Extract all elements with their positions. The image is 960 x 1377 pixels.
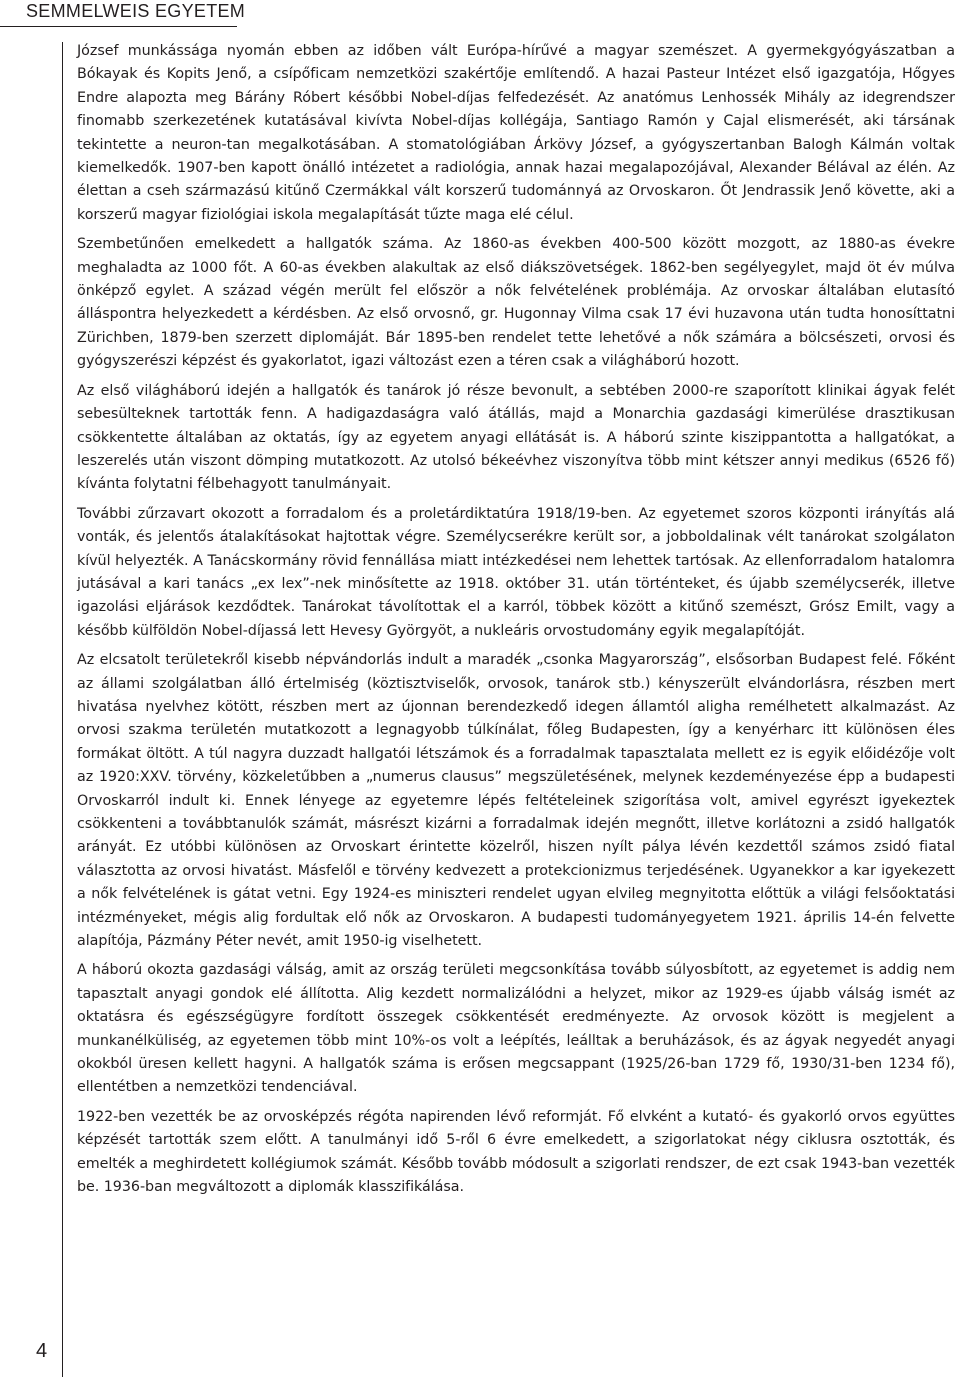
paragraph: József munkássága nyomán ebben az időben vált Európa-hírűvé a magyar szemészet. A gyermekgyógyászatban a Bókayak és Kopits Jenő, a csípőficam nemzetközi szakértője említendő. A hazai Pasteur Intézet első igazgatója, Hőgyes Endre alapozta meg Bárány Róbert későbbi Nobel-díjas felfedezését. Az anatómus Lenhossék Mihály az idegrendszer finomabb szerkezetének kutatásával kivívta Nobel-díjas kollégája, Santiago Ramón y Cajal elismerését, aki társának tekintette a neuron-tan megalkotásában. A stomatológiában Árkövy József, a gyógyszertanban Balogh Kálmán voltak kiemelkedők. 1907-ben kapott önálló intézetet a radiológia, annak hazai megalapozójával, Alexander Bélával az élén. Az élettan a cseh származású kitűnő Czermákkal vált korszerű tudománnyá az Orvoskaron. Őt Jendrassik Jenő követte, aki a korszerű magyar fiziológiai iskola megalapítását tűzte maga elé célul. (77, 43, 955, 223)
paragraph: Az első világháború idején a hallgatók és tanárok jó része bevonult, a sebtében 2000-re szaporított klinikai ágyak felét sebesülteknek tartották fenn. A hadigazdaságra való átállás, majd a Monarchia gazdasági kimerülése drasztikusan csökkentette általában az oktatás, így az egyetem anyagi ellátását is. A háború szinte kiszippantotta a hallgatókat, a leszerelés után viszont dömping mutatkozott. Az utolsó békeévhez viszonyítva több mint kétszer annyi medikus (6526 fő) kívánta folytatni félbehagyott tanulmányait. (77, 382, 955, 493)
paragraph: Szembetűnően emelkedett a hallgatók száma. Az 1860-as években 400-500 között mozgott, az 1880-as évekre meghaladta az 1000 főt. A 60-as években alakultak az első diákszövetségek. 1862-ben segélyegylet, majd öt év múlva önképző egylet. A század végén merült fel először a nők felvételének problémája. Az orvoskar általában elutasító álláspontra helyezkedett a kérdésben. Az első orvosnő, gr. Hugonnay Vilma csak 17 évi huzavona után tudta honosíttatni Zürichben, 1879-ben szerzett diplomáját. Bár 1895-ben rendelet tette lehetővé a nők számára a bölcsészeti, orvosi és gyógyszerészi képzést és gyakorlatot, igazi változást ezen a téren csak a világháború hozott. (77, 236, 955, 370)
margin-rule (62, 42, 63, 1377)
paragraph: További zűrzavart okozott a forradalom és a proletárdiktatúra 1918/19-ben. Az egyetemet szoros központi irányítás alá vonták, és jelentős átalakításokat hajtottak végre. Személycserékre került sor, a jobboldalinak vélt tanárokat szolgálaton kívül helyezték. A Tanácskormány rövid fennállása miatt intézkedései nem lehettek tartósak. Az ellenforradalom hatalomra jutásával a kari tanács „ex lex”-nek minősítette az 1918. október 31. után történteket, és újabb személycserék, illetve igazolási eljárások kezdődtek. Tanárokat távolítottak el a karról, többek között a kitűnő szemészt, Grósz Emilt, vagy a később külföldön Nobel-díjassá lett Hevesy Györgyöt, a nukleáris orvostudomány egyik megalapítóját. (77, 505, 955, 639)
body-text (77, 40, 955, 1206)
paragraph: Az elcsatolt területekről kisebb népvándorlás indult a maradék „csonka Magyarország”, elsősorban Budapest felé. Főként az állami szolgálatban álló értelmiség (köztisztviselők, orvosok, tanárok stb.) kényszerült elvándorlásra, részben mert hivatása nyelvhez kötött, részben mert az újonnan berendezkedő idegen államtól aligha remélhetett alkalmazást. Az orvosi szakma területén mutatkozott a legnagyobb túlkínálat, főleg Budapesten, így a kenyérharc itt különösen éles formákat öltött. A túl nagyra duzzadt hallgatói létszámok és a forradalmak tapasztalata mellett ez is egyik előidézője volt az 1920:XXV. törvény, közkeletűbben a „numerus clausus” megszületésének, melynek kezdeményezése épp a budapesti Orvoskarról indult ki. Ennek lényege az egyetemre lépés feltételeinek szigorítása volt, amivel egyrészt igyekeztek csökkenteni a továbbtanulók számát, másrészt kizárni a forradalmak idején megnőtt, illetve korlátozni a zsidó hallgatók arányát. Ez utóbbi különösen az Orvoskart érintette közelről, hiszen nyílt pálya lévén kezdettől számos zsidó fiatal választotta az orvosi hivatást. Másfelől e törvény kedvezett a protekcionizmus terjedésének. Ugyanekkor a kar igyekezett a nők felvételének is gátat vetni. Egy 1924-es miniszteri rendelet ugyan elvileg megnyitotta előttük a világi felsőoktatási intézményeket, mégis alig fordultak elő nők az Orvoskaron. A budapesti tudományegyetem 1921. április 14-én felvette alapítója, Pázmány Péter nevét, amit 1950-ig viselhetett. (77, 652, 955, 950)
page-number: 4 (36, 1340, 48, 1362)
paragraph: 1922-ben vezették be az orvosképzés régóta napirenden lévő reformját. Fő elvként a kutató- és gyakorló orvos együttes képzését tartották szem előtt. A tanulmányi idő 5-ről 6 évre emelkedett, a szigorlatokat négy ciklusra osztották, és emelték a meghirdetett kollégiumok számát. Később tovább módosult a szigorlati rendszer, de ezt csak 1943-ban vezették be. 1936-ban megváltozott a diplomák klasszifikálása. (77, 1108, 955, 1196)
header-rule (0, 26, 237, 27)
paragraph: A háború okozta gazdasági válság, amit az ország területi megcsonkítása tovább súlyosbított, az egyetemet is addig nem tapasztalt anyagi gondok elé állította. Alig kezdett normalizálódni a helyzet, mikor az 1929-es újabb válság ismét az oktatásra és egészségügyre fordított összegek csökkentését eredményezte. Az orvosok között is megjelent a munkanélküliség, az egyetemen több mint 10%-os volt a leépítés, leálltak a beruházások, és az ágyak negyedét anyagi okokból üresen kellett hagyni. A hallgatók száma is erősen megcsappant (1925/26-ban 1729 fő, 1930/31-ben 1234 fő), ellentétben a nemzetközi tendenciával. (77, 962, 955, 1096)
running-header: SEMMELWEIS EGYETEM (26, 1, 246, 21)
